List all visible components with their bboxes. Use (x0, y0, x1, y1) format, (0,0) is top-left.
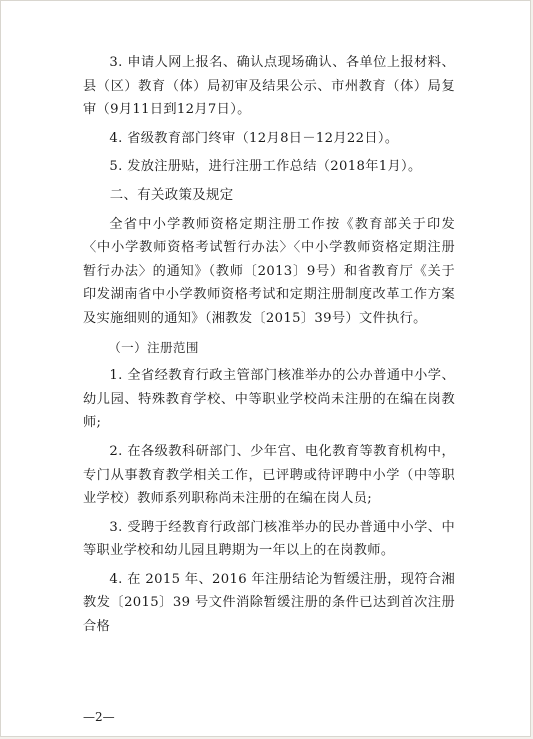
page-number: —2— (83, 710, 115, 724)
document-body (83, 51, 455, 644)
subsection-heading-scope: （一）注册范围 (108, 339, 199, 355)
paragraph-scope-item-2: 2. 在各级教科研部门、少年宫、电化教育等教育机构中，专门从事教育教学相关工作，已评聘或待评聘中小学（中等职业学校）教师系列职称尚未注册的在编在岗人员; (83, 443, 455, 507)
paragraph-step-4: 4. 省级教育部门终审（12月8日－12月22日）。 (109, 130, 399, 146)
paragraph-scope-item-4: 4. 在 2015 年、2016 年注册结论为暂缓注册，现符合湘教发〔2015〕39 号文件消除暂缓注册的条件已达到首次注册合格 (83, 571, 455, 635)
paragraph-step-5: 5. 发放注册贴，进行注册工作总结（2018年1月）。 (109, 159, 422, 175)
paragraph-step-3: 3. 申请人网上报名、确认点现场确认、各单位上报材料、县（区）教育（体）局初审及结果公示、市州教育（体）局复审（9月11日到12月7日）。 (83, 55, 455, 118)
paragraph-policy-basis: 全省中小学教师资格定期注册工作按《教育部关于印发〈中小学教师资格考试暂行办法〉〈中小学教师资格定期注册暂行办法〉的通知》（教师〔2013〕9号）和省教育厅《关于印发湖南省中小学教师资格考试和定期注册制度改革工作方案及实施细则的通知》（湘教发〔2015〕39号）文件执行。 (83, 216, 455, 326)
paragraph-scope-item-3: 3. 受聘于经教育行政部门核准举办的民办普通中小学、中等职业学校和幼儿园且聘期为一年以上的在岗教师。 (83, 519, 455, 559)
section-heading-policy: 二、有关政策及规定 (109, 187, 234, 203)
paragraph-scope-item-1: 1. 全省经教育行政主管部门核准举办的公办普通中小学、幼儿园、特殊教育学校、中等职业学校尚未注册的在编在岗教师; (83, 368, 455, 431)
